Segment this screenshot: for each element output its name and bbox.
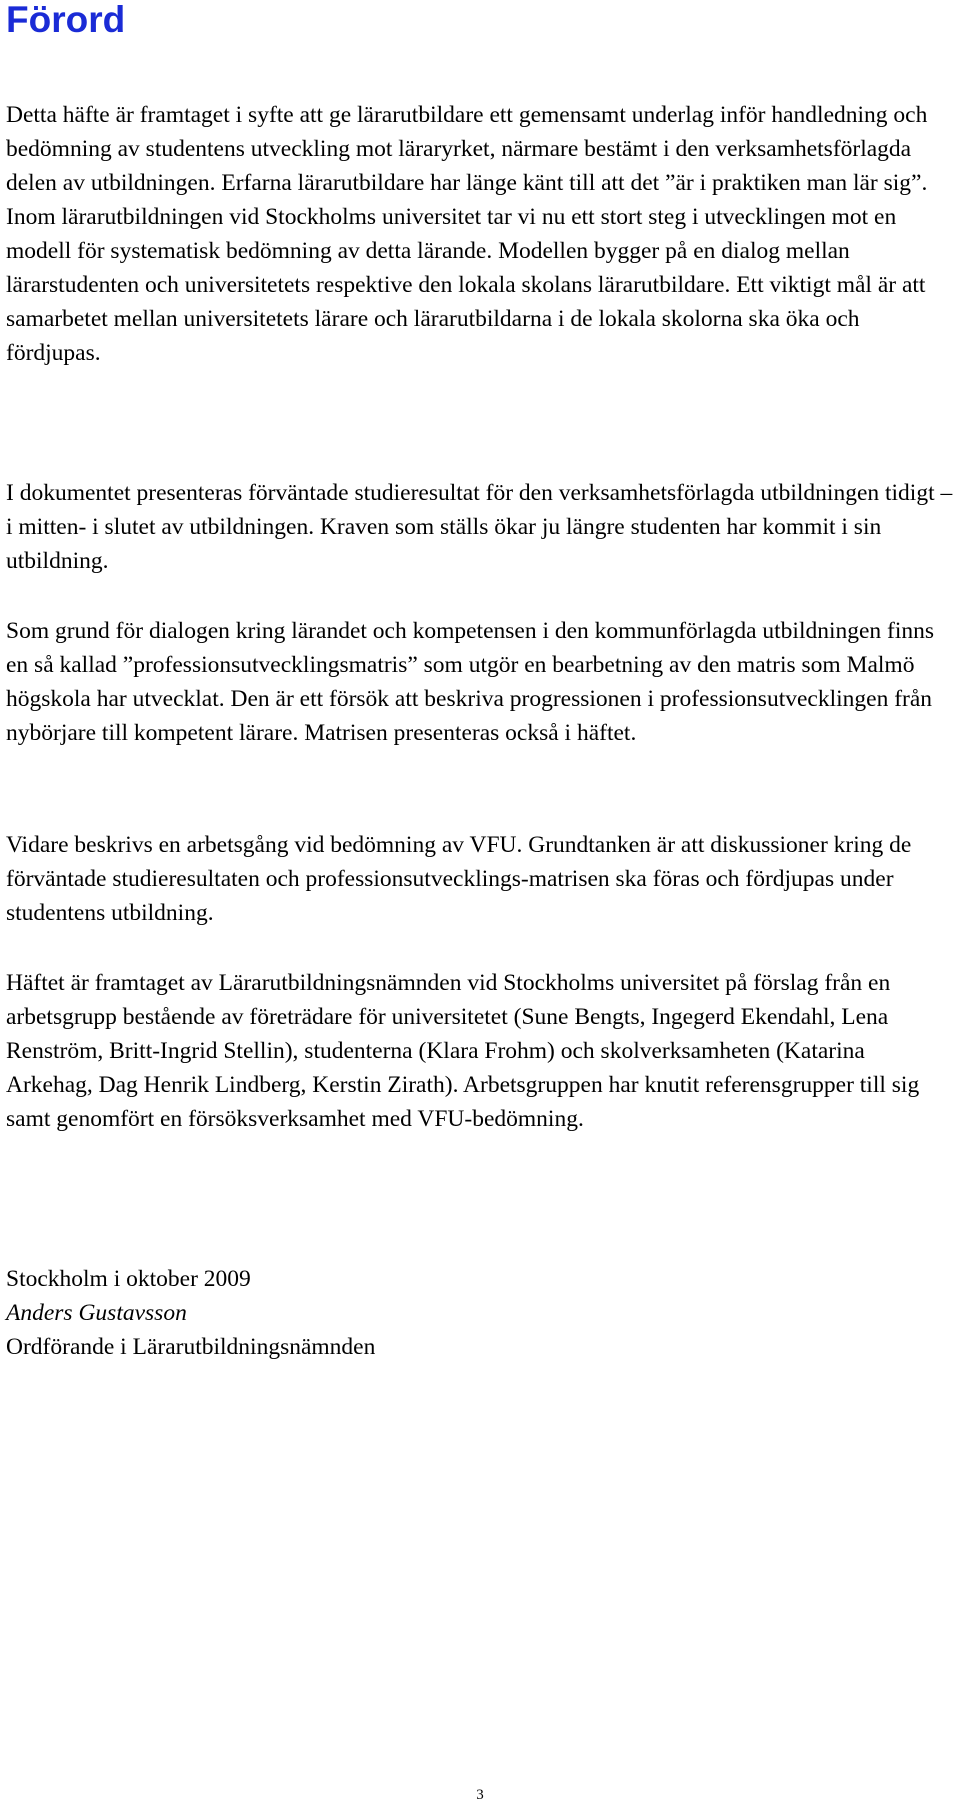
paragraph-study-results: I dokumentet presenteras förväntade studieresultat för den verksamhetsförlagda utbildningen tidigt – i mitten- i slutet av utbildningen. Kraven som ställs ökar ju längre studenten har kommit i sin utbildning.: [6, 480, 953, 574]
paragraph-matrix: Som grund för dialogen kring lärandet och kompetensen i den kommunförlagda utbildningen finns en så kallad ”professionsutvecklingsmatris” som utgör en bearbetning av den matris som Malmö högskola har utvecklat. Den är ett försök att beskriva progressionen i professionsutvecklingen från nybörjare till kompetent lärare. Matrisen presenteras också i häftet.: [6, 618, 935, 746]
signature-role: Ordförande i Lärarutbildningsnämnden: [6, 1334, 376, 1360]
signature-block: [6, 1262, 956, 1364]
paragraph-assessment: Vidare beskrivs en arbetsgång vid bedömning av VFU. Grundtanken är att diskussioner kring de förväntade studieresultaten och professionsutvecklings-matrisen ska föras och fördjupas under studentens utbildning.: [6, 832, 912, 926]
page-number: 3: [476, 1787, 484, 1803]
paragraph-intro: Detta häfte är framtaget i syfte att ge lärarutbildare ett gemensamt underlag inför handledning och bedömning av studentens utveckling mot läraryrket, närmare bestämt i den verksamhetsförlagda delen av utbildningen. Erfarna lärarutbildare har länge känt till att det ”är i praktiken man lär sig”. Inom lärarutbildningen vid Stockholms universitet tar vi nu ett stort steg i utvecklingen mot en modell för systematisk bedömning av detta lärande. Modellen bygger på en dialog mellan lärarstudenten och universitetets respektive den lokala skolans lärarutbildare. Ett viktigt mål är att samarbetet mellan universitetets lärare och lärarutbildarna i de lokala skolorna ska öka och fördjupas.: [6, 102, 928, 366]
paragraph-working-group: Häftet är framtaget av Lärarutbildningsnämnden vid Stockholms universitet på förslag från en arbetsgrupp bestående av företrädare för universitetet (Sune Bengts, Ingegerd Ekendahl, Lena Renström, Britt-Ingrid Stellin), studenterna (Klara Frohm) och skolverksamheten (Katarina Arkehag, Dag Henrik Lindberg, Kerstin Zirath). Arbetsgruppen har knutit referensgrupper till sig samt genomfört en försöksverksamhet med VFU-bedömning.: [6, 970, 920, 1132]
signature-name: Anders Gustavsson: [6, 1300, 187, 1326]
page-title: Förord: [6, 0, 126, 40]
signature-place-date: Stockholm i oktober 2009: [6, 1266, 251, 1292]
